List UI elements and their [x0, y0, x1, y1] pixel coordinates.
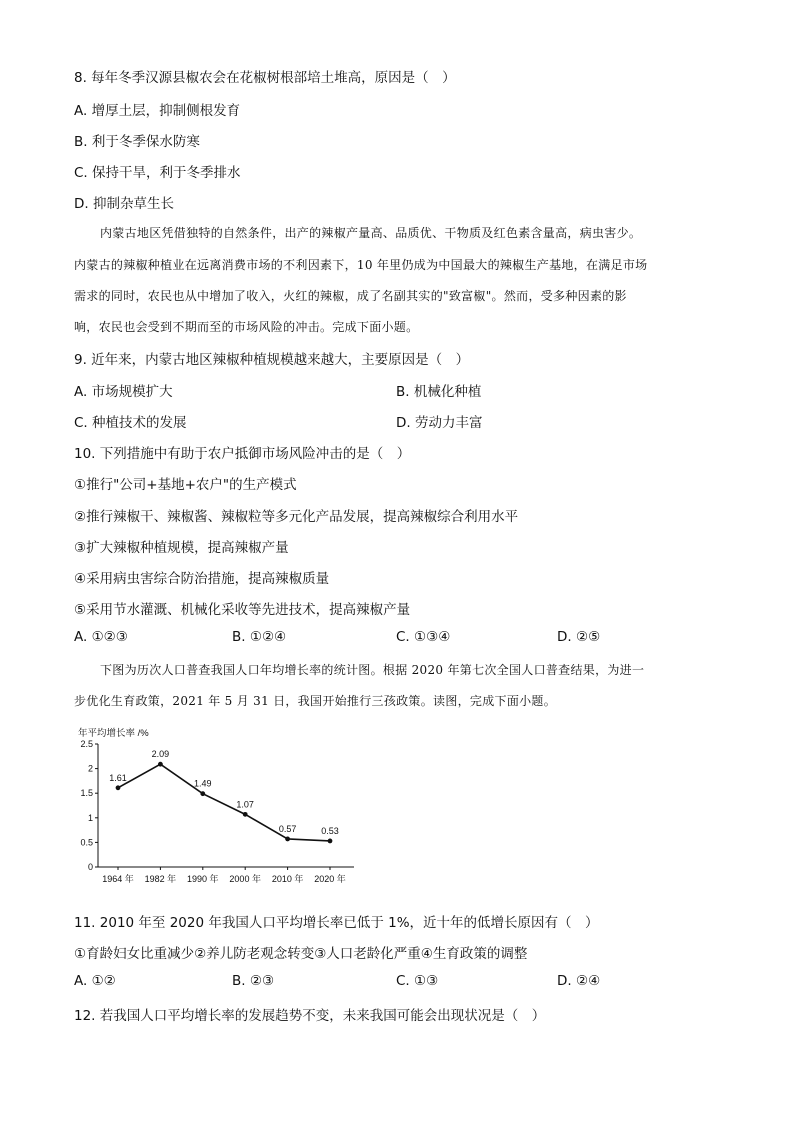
y-tick-label: 1: [87, 812, 93, 823]
q11-option-b: B. ②③: [232, 973, 275, 989]
q9-option-c: C. 种植技术的发展: [74, 415, 187, 431]
q9-stem: 9. 近年来，内蒙古地区辣椒种植规模越来越大，主要原因是（ ）: [74, 352, 470, 368]
q11-items: ①育龄妇女比重减少②养儿防老观念转变③人口老龄化严重④生育政策的调整: [74, 946, 528, 962]
y-tick-label: 1.5: [80, 788, 93, 799]
q10-stem: 10. 下列措施中有助于农户抵御市场风险冲击的是（ ）: [74, 446, 411, 462]
q10-option-d: D. ②⑤: [557, 629, 601, 645]
x-tick-label: 2000 年: [229, 874, 261, 884]
chart-ylabel: 年平均增长率 /%: [78, 728, 149, 739]
data-label: 0.57: [278, 823, 297, 834]
x-tick-label: 1982 年: [144, 874, 177, 884]
x-tick-label: 1990 年: [187, 874, 219, 884]
growth-rate-line-chart: [76, 722, 366, 890]
q10-item-1: ①推行"公司+基地+农户"的生产模式: [74, 477, 297, 493]
q9-option-b: B. 机械化种植: [396, 384, 482, 400]
q8-option-d: D. 抑制杂草生长: [74, 196, 174, 212]
passage1-line-3: 需求的同时，农民也从中增加了收入，火红的辣椒，成了名副其实的"致富椒"。然而，受多种因素的影: [74, 289, 627, 303]
q8-option-b: B. 利于冬季保水防寒: [74, 134, 200, 150]
q10-option-c: C. ①③④: [396, 629, 451, 645]
q8-option-a: A. 增厚土层，抑制侧根发育: [74, 103, 241, 119]
data-point: [158, 762, 163, 767]
q10-item-2: ②推行辣椒干、辣椒酱、辣椒粒等多元化产品发展，提高辣椒综合利用水平: [74, 509, 519, 525]
passage1-line-1: 内蒙古地区凭借独特的自然条件，出产的辣椒产量高、品质优、干物质及红色素含量高，病虫害少。: [100, 226, 642, 240]
data-point: [243, 812, 248, 817]
q11-option-c: C. ①③: [396, 973, 439, 989]
q11-option-a: A. ①②: [74, 973, 116, 989]
q9-option-d: D. 劳动力丰富: [396, 415, 483, 431]
data-point: [285, 837, 290, 842]
q10-item-5: ⑤采用节水灌溉、机械化采收等先进技术，提高辣椒产量: [74, 602, 411, 618]
q8-stem: 8. 每年冬季汉源县椒农会在花椒树根部培土堆高，原因是（ ）: [74, 70, 456, 86]
passage1-line-4: 响，农民也会受到不期而至的市场风险的冲击。完成下面小题。: [74, 320, 419, 334]
passage1-line-2: 内蒙古的辣椒种植业在远离消费市场的不利因素下，10 年里仍成为中国最大的辣椒生产基地，在满足市场: [74, 258, 648, 272]
data-label: 2.09: [151, 749, 170, 760]
x-tick-label: 2020 年: [314, 874, 346, 884]
data-point: [116, 785, 121, 790]
y-tick-label: 0: [87, 862, 93, 872]
x-tick-label: 2010 年: [271, 874, 304, 884]
q12-stem: 12. 若我国人口平均增长率的发展趋势不变，未来我国可能会出现状况是（ ）: [74, 1008, 546, 1024]
data-label: 0.53: [321, 825, 339, 836]
data-point: [328, 839, 333, 844]
q10-item-4: ④采用病虫害综合防治措施，提高辣椒质量: [74, 571, 330, 587]
data-point: [200, 791, 205, 796]
data-label: 1.61: [109, 772, 127, 783]
q11-stem: 11. 2010 年至 2020 年我国人口平均增长率已低于 1%，近十年的低增长原因有（ ）: [74, 915, 599, 931]
data-label: 1.49: [194, 778, 212, 789]
q9-option-a: A. 市场规模扩大: [74, 384, 173, 400]
passage2-line-1: 下图为历次人口普查我国人口年均增长率的统计图。根据 2020 年第七次全国人口普查结果，为进一: [100, 663, 645, 677]
y-tick-label: 0.5: [80, 837, 93, 848]
q11-option-d: D. ②④: [557, 973, 601, 989]
q10-option-a: A. ①②③: [74, 629, 128, 645]
data-label: 1.07: [236, 799, 254, 810]
q10-item-3: ③扩大辣椒种植规模，提高辣椒产量: [74, 540, 289, 556]
q8-option-c: C. 保持干旱，利于冬季排水: [74, 165, 241, 181]
passage2-line-2: 步优化生育政策，2021 年 5 月 31 日，我国开始推行三孩政策。读图，完成下面小题。: [74, 694, 557, 708]
chart-series-line: [118, 764, 330, 841]
y-tick-label: 2.5: [80, 739, 93, 749]
x-tick-label: 1964 年: [102, 874, 134, 884]
y-tick-label: 2: [87, 763, 93, 774]
q10-option-b: B. ①②④: [232, 629, 287, 645]
